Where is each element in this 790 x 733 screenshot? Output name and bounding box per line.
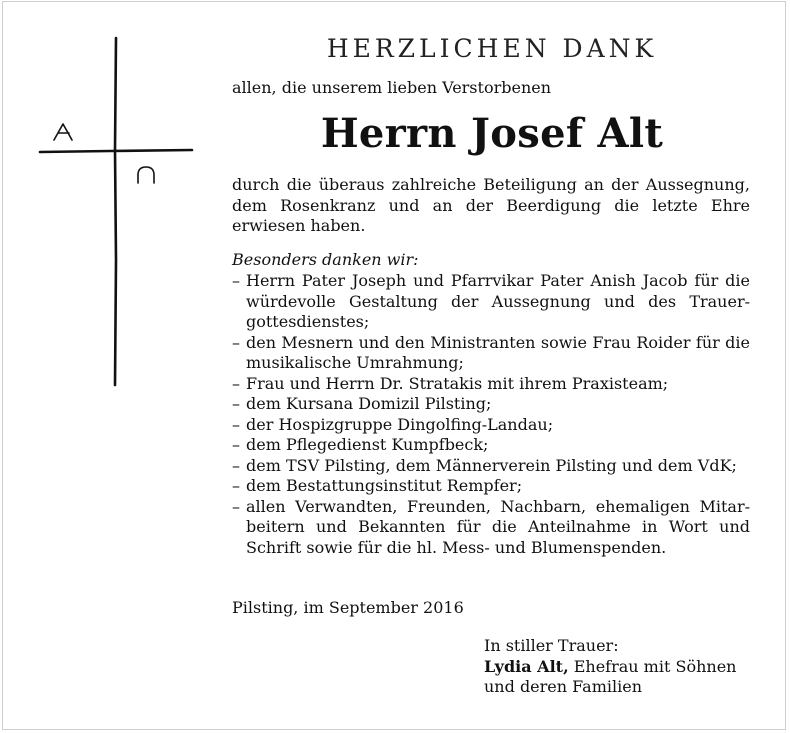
list-item: – dem Bestattungsinstitut Rempfer; [232, 476, 523, 495]
dash-bullet: – [232, 373, 240, 393]
dash-bullet: – [232, 496, 240, 516]
list-item: – der Hospizgruppe Dingolfing-Landau; [232, 414, 554, 434]
list-item: – Herrn Pater Joseph und Pfarrvikar Pater Anish Jacob für die würdevolle Gestaltung der Aussegnung und des Trauergottesdienstes; [232, 271, 750, 331]
list-item: – dem Kursana Domizil Pilsting; [232, 394, 492, 413]
list-item: – dem Pflegedienst Kumpfbeck; [232, 435, 489, 454]
intro-line: allen, die unserem lieben Verstorbenen [232, 78, 552, 97]
body-paragraph: durch die überaus zahlreiche Beteiligung an der Aussegnung, dem Rosenkranz und an der Beerdigung die letzte Ehre erwiesen haben. [232, 175, 750, 235]
alpha-omega-cross-icon [30, 30, 200, 410]
signatory-name: Lydia Alt, [484, 656, 569, 676]
dash-bullet: – [232, 455, 240, 475]
signature-line [484, 657, 754, 678]
dash-bullet: – [232, 476, 240, 495]
list-item: – den Mesnern und den Ministranten sowie Frau Roider für die musikalische Umrahmung; [232, 332, 750, 372]
list-item: – Frau und Herrn Dr. Stratakis mit ihrem Praxisteam; [232, 373, 669, 393]
dash-bullet: – [232, 394, 240, 413]
signature-block [484, 636, 754, 698]
signature-intro: In stiller Trauer: [484, 636, 619, 655]
thanks-title: Besonders danken wir: [232, 250, 419, 269]
signatory-relation: Ehefrau mit Söhnen [568, 656, 737, 676]
dash-bullet: – [232, 332, 240, 352]
notice-heading: HERZLICHEN DANK [326, 34, 658, 63]
dash-bullet: – [232, 271, 240, 290]
dash-bullet: – [232, 414, 240, 434]
list-item: – dem TSV Pilsting, dem Männerverein Pilsting und dem VdK; [232, 455, 737, 475]
signature-family: und deren Familien [484, 677, 643, 696]
list-item: – allen Verwandten, Freunden, Nachbarn, ehemaligen Mitarbeitern und Bekannten für die Anteilnahme in Wort und Schrift sowie für die hl. Mess- und Blumenspenden. [232, 496, 750, 557]
place-date: Pilsting, im September 2016 [232, 598, 464, 617]
dash-bullet: – [232, 435, 240, 454]
thanks-list [232, 271, 750, 558]
deceased-name: Herrn Josef Alt [320, 110, 664, 157]
